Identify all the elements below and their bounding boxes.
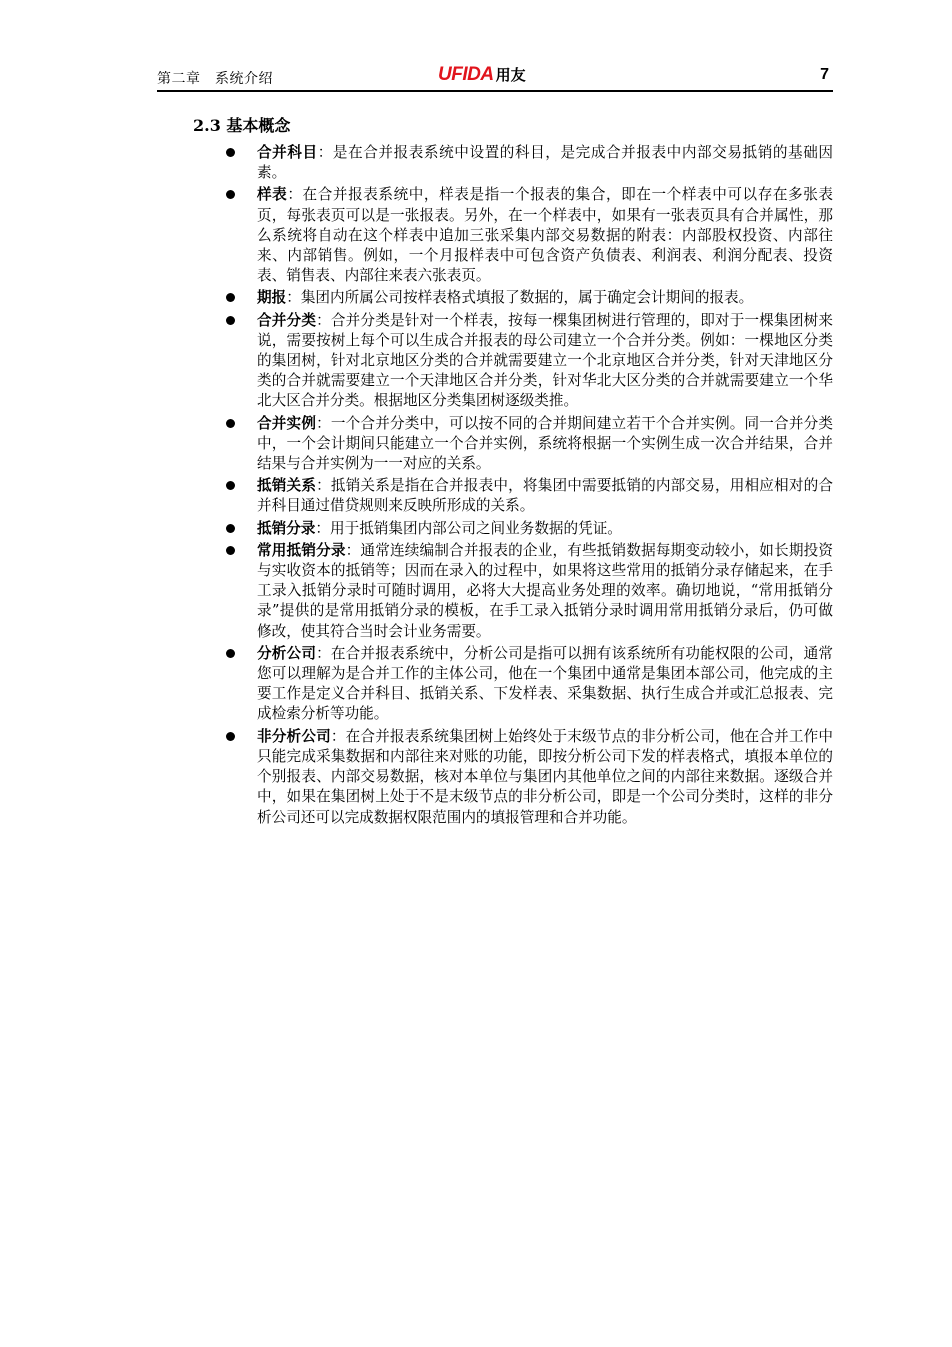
bullet-icon bbox=[226, 732, 235, 741]
term-separator: ： bbox=[317, 144, 333, 161]
term-separator: ： bbox=[316, 477, 331, 495]
term-separator: ： bbox=[316, 311, 331, 329]
term: 分析公司 bbox=[257, 644, 317, 662]
definition: 用于抵销集团内部公司之间业务数据的凭证。 bbox=[330, 519, 622, 537]
definition: 是在合并报表系统中设置的科目，是完成合并报表中内部交易抵销的基础因素。 bbox=[257, 144, 833, 182]
list-item bbox=[225, 727, 833, 828]
term: 合并科目 bbox=[257, 144, 318, 161]
section-title: 2.3 基本概念 bbox=[193, 116, 291, 135]
term: 常用抵销分录 bbox=[257, 541, 346, 559]
term-separator: ： bbox=[316, 644, 331, 662]
list-item bbox=[225, 476, 833, 516]
definition: 通常连续编制合并报表的企业，有些抵销数据每期变动较小，如长期投资与实收资本的抵销等；因而在录入的过程中，如果将这些常用的抵销分录存储起来，在手工录入抵销分录时可随时调用，必将大大提高业务处理的效率。确切地说，“常用抵销分录”提供的是常用抵销分录的模板，在手工录入抵销分录时调用常用抵销分录后，仍可做修改，使其符合当时会计业务需要。 bbox=[257, 541, 833, 640]
list-item bbox=[225, 311, 833, 412]
definition: 在合并报表系统集团树上始终处于末级节点的非分析公司，他在合并工作中只能完成采集数据和内部往来对账的功能，即按分析公司下发的样表格式，填报本单位的个别报表、内部交易数据，核对本单位与集团内其他单位之间的内部往来数据。逐级合并中，如果在集团树上处于不是末级节点的非分析公司，即是一个公司分类时，这样的非分析公司还可以完成数据权限范围内的填报管理和合并功能。 bbox=[257, 727, 833, 826]
term: 非分析公司 bbox=[257, 727, 331, 745]
list-item bbox=[225, 541, 833, 642]
definition: 一个合并分类中，可以按不同的合并期间建立若干个合并实例。同一合并分类中，一个会计期间只能建立一个合并实例，系统将根据一个实例生成一次合并结果，合并结果与合并实例为一一对应的关系。 bbox=[257, 414, 833, 473]
bullet-icon bbox=[226, 293, 235, 302]
definition: 集团内所属公司按样表格式填报了数据的，属于确定会计期间的报表。 bbox=[300, 289, 754, 307]
list-item bbox=[225, 519, 833, 539]
term-separator: ： bbox=[330, 727, 346, 745]
list-item bbox=[225, 644, 833, 725]
definition: 抵销关系是指在合并报表中，将集团中需要抵销的内部交易，用相应相对的合并科目通过借贷规则来反映所形成的关系。 bbox=[257, 477, 833, 515]
page-number: 7 bbox=[820, 66, 829, 83]
bullet-icon bbox=[226, 190, 235, 199]
logo-text-en: UFIDA bbox=[438, 64, 494, 85]
chapter-title: 第二章 系统介绍 bbox=[157, 71, 273, 87]
bullet-icon bbox=[226, 148, 235, 157]
term-separator: ： bbox=[345, 541, 361, 559]
term: 合并实例 bbox=[257, 414, 317, 432]
bullet-icon bbox=[226, 316, 235, 325]
term-separator: ： bbox=[286, 289, 301, 307]
term-separator: ： bbox=[316, 414, 331, 432]
list-item bbox=[225, 143, 833, 183]
term: 抵销分录 bbox=[257, 519, 316, 537]
list-item bbox=[225, 288, 833, 308]
bullet-icon bbox=[226, 546, 235, 555]
page-header bbox=[157, 64, 833, 92]
ufida-logo bbox=[438, 64, 526, 86]
bullet-icon bbox=[226, 649, 235, 658]
term-separator: ： bbox=[315, 519, 330, 537]
logo-text-cn: 用友 bbox=[495, 67, 526, 84]
list-item bbox=[225, 414, 833, 475]
definition: 在合并报表系统中，样表是指一个报表的集合，即在一个样表中可以存在多张表页，每张表页可以是一张报表。另外，在一个样表中，如果有一张表页具有合并属性，那么系统将自动在这个样表中追加三张采集内部交易数据的附表：内部股权投资、内部往来、内部销售。例如，一个月报样表中可包含资产负债表、利润表、利润分配表、投资表、销售表、内部往来表六张表页。 bbox=[257, 186, 833, 285]
term-separator: ： bbox=[287, 186, 303, 204]
term: 合并分类 bbox=[257, 311, 317, 329]
bullet-icon bbox=[226, 524, 235, 533]
term: 样表 bbox=[257, 186, 288, 204]
definition: 在合并报表系统中，分析公司是指可以拥有该系统所有功能权限的公司，通常您可以理解为是合并工作的主体公司，他在一个集团中通常是集团本部公司，他完成的主要工作是定义合并科目、抵销关系、下发样表、采集数据、执行生成合并或汇总报表、完成检索分析等功能。 bbox=[257, 644, 833, 723]
list-item bbox=[225, 185, 833, 286]
term: 期报 bbox=[257, 289, 287, 307]
definition: 合并分类是针对一个样表，按每一棵集团树进行管理的，即对于一棵集团树来说，需要按树上每个可以生成合并报表的母公司建立一个合并分类。例如：一棵地区分类的集团树，针对北京地区分类的合并就需要建立一个北京地区合并分类，针对天津地区分类的合并就需要建立一个天津地区合并分类，针对华北大区分类的合并就需要建立一个华北大区合并分类。根据地区分类集团树逐级类推。 bbox=[257, 311, 833, 410]
term: 抵销关系 bbox=[257, 477, 317, 495]
bullet-icon bbox=[226, 419, 235, 428]
concept-list bbox=[225, 143, 833, 830]
bullet-icon bbox=[226, 481, 235, 490]
